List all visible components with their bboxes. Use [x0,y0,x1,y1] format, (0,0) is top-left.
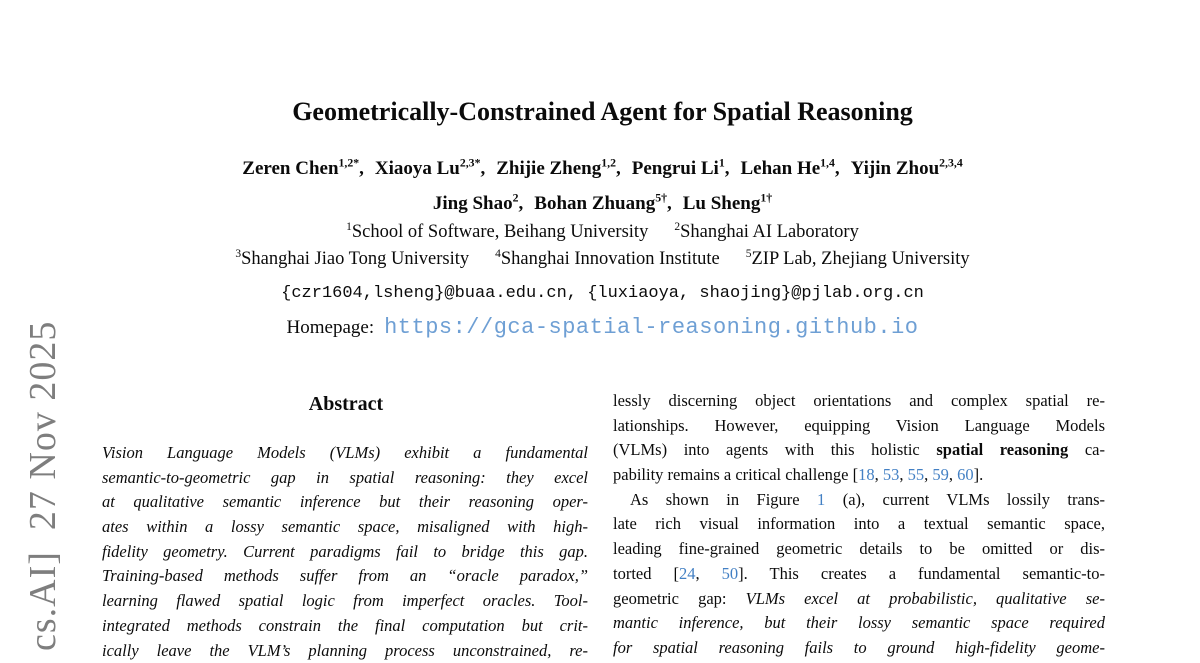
author-affiliation-sup: 1,2* [339,157,360,170]
text-segment: fidelity geometry. Current paradigms fail to bridge this gap. [102,542,588,561]
text-segment: at qualitative semantic inference but their reasoning oper- [102,492,588,511]
citation-link[interactable]: 1 [817,490,825,509]
text-line [102,614,588,639]
text-line [102,466,588,491]
text-segment: semantic-to-geometric gap in spatial reasoning: they excel [102,468,588,487]
affiliation: $^2$Shanghai AI Laboratory [674,222,859,242]
citation-link[interactable]: 55 [908,465,925,484]
text-segment: ]. This creates a fundamental semantic-to- [738,564,1105,583]
homepage-link[interactable]: https://gca-spatial-reasoning.github.io [384,315,918,340]
text-segment: Vision Language Models (VLMs) exhibit a fundamental [102,443,588,462]
affiliation: $^3$Shanghai Jiao Tong University [235,249,469,269]
author-name: Lehan He$^{1,4}$, [740,158,839,179]
author-name: Pengrui Li$^1$, [632,158,730,179]
citation-link[interactable]: 60 [957,465,974,484]
author-row [100,151,1105,186]
affiliation-list [100,219,1105,272]
text-line [613,512,1105,537]
text-segment: pability remains a critical challenge [ [613,465,858,484]
text-segment: , [875,465,883,484]
text-segment: , [696,564,722,583]
author-name: Jing Shao$^2$, [433,193,523,214]
text-segment: geometric gap: [613,589,746,608]
author-name: Lu Sheng$^{1\dagger}$ [683,193,772,214]
text-segment: , [899,465,907,484]
text-line [613,414,1105,439]
text-line [102,441,588,466]
text-segment: As shown in Figure [630,490,817,509]
citation-link[interactable]: 53 [883,465,900,484]
affiliation-sup: 5 [746,247,752,259]
text-segment: ates within a lossy semantic space, misaligned with high- [102,517,588,536]
author-affiliation-sup: 1† [760,192,772,205]
author-emails: {czr1604,lsheng}@buaa.edu.cn, {luxiaoya, shaojing}@pjlab.org.cn [100,284,1105,304]
text-segment: , [949,465,957,484]
homepage-row [100,312,1105,345]
text-line [613,562,1105,587]
text-line [102,589,588,614]
author-affiliation-sup: 2 [513,192,519,205]
affiliation-sup: 2 [674,221,680,233]
author-row [100,186,1105,221]
affiliation: $^4$Shanghai Innovation Institute [495,249,720,269]
text-segment: integrated methods constrain the final computation but crit- [102,616,588,635]
text-segment: , [924,465,932,484]
text-line [613,537,1105,562]
text-line [613,587,1105,612]
author-name: Zeren Chen$^{1,2*}$, [242,158,364,179]
affiliation-sup: 1 [346,221,352,233]
text-line [613,389,1105,414]
author-affiliation-sup: 1,4 [820,157,835,170]
text-segment: spatial reasoning [936,440,1068,459]
text-segment: ically leave the VLM’s planning process unconstrained, re- [102,641,588,660]
text-line [613,438,1105,463]
text-line [102,540,588,565]
affiliation: $^1$School of Software, Beihang University [346,222,648,242]
citation-link[interactable]: 59 [932,465,949,484]
paper-title: Geometrically-Constrained Agent for Spatial Reasoning [100,96,1105,128]
arxiv-watermark: cs.AI] 27 Nov 2025 [22,321,64,651]
text-segment: lationships. However, equipping Vision Language Models [613,416,1105,435]
affiliation-row [100,219,1105,246]
text-line [613,636,1105,661]
text-segment: for spatial reasoning fails to ground high-fidelity geome- [613,638,1105,657]
text-segment: learning flawed spatial logic from imperfect oracles. Tool- [102,591,588,610]
author-name: Bohan Zhuang$^{5\dagger}$, [534,193,671,214]
homepage-label: Homepage: [287,317,375,338]
author-affiliation-sup: 5† [655,192,667,205]
abstract-heading: Abstract [102,393,590,416]
text-segment: (VLMs) into agents with this holistic [613,440,936,459]
text-segment: Training-based methods suffer from an “oracle paradox,” [102,566,588,585]
text-line [102,515,588,540]
text-line [102,639,588,663]
text-segment: late rich visual information into a textual semantic space, [613,514,1105,533]
text-segment: lessly discerning object orientations and complex spatial re- [613,391,1105,410]
affiliation: $^5$ZIP Lab, Zhejiang University [746,249,970,269]
author-affiliation-sup: 2,3* [460,157,481,170]
author-affiliation-sup: 2,3,4 [939,157,963,170]
citation-link[interactable]: 24 [679,564,696,583]
text-line [102,564,588,589]
affiliation-sup: 4 [495,247,501,259]
text-segment: leading fine-grained geometric details to be omitted or dis- [613,539,1105,558]
text-segment: torted [ [613,564,679,583]
text-segment: VLMs excel at probabilistic, qualitative se- [746,589,1105,608]
text-line [613,488,1105,513]
citation-link[interactable]: 50 [722,564,739,583]
affiliation-row [100,246,1105,273]
text-line [102,490,588,515]
author-name: Yijin Zhou$^{2,3,4}$ [851,158,963,179]
author-affiliation-sup: 1,2 [601,157,616,170]
text-segment: ]. [974,465,984,484]
text-line [613,611,1105,636]
citation-link[interactable]: 18 [858,465,875,484]
text-segment: (a), current VLMs lossily trans- [825,490,1105,509]
introduction-text [613,389,1105,661]
author-list [100,151,1105,221]
abstract-body [102,441,588,663]
text-segment: ca- [1068,440,1105,459]
author-name: Zhijie Zheng$^{1,2}$, [496,158,621,179]
author-name: Xiaoya $Lu^{2,3*}$, [375,158,485,179]
text-line [613,463,1105,488]
author-affiliation-sup: 1 [719,157,725,170]
affiliation-sup: 3 [235,247,241,259]
text-segment: mantic inference, but their lossy semantic space required [613,613,1105,632]
